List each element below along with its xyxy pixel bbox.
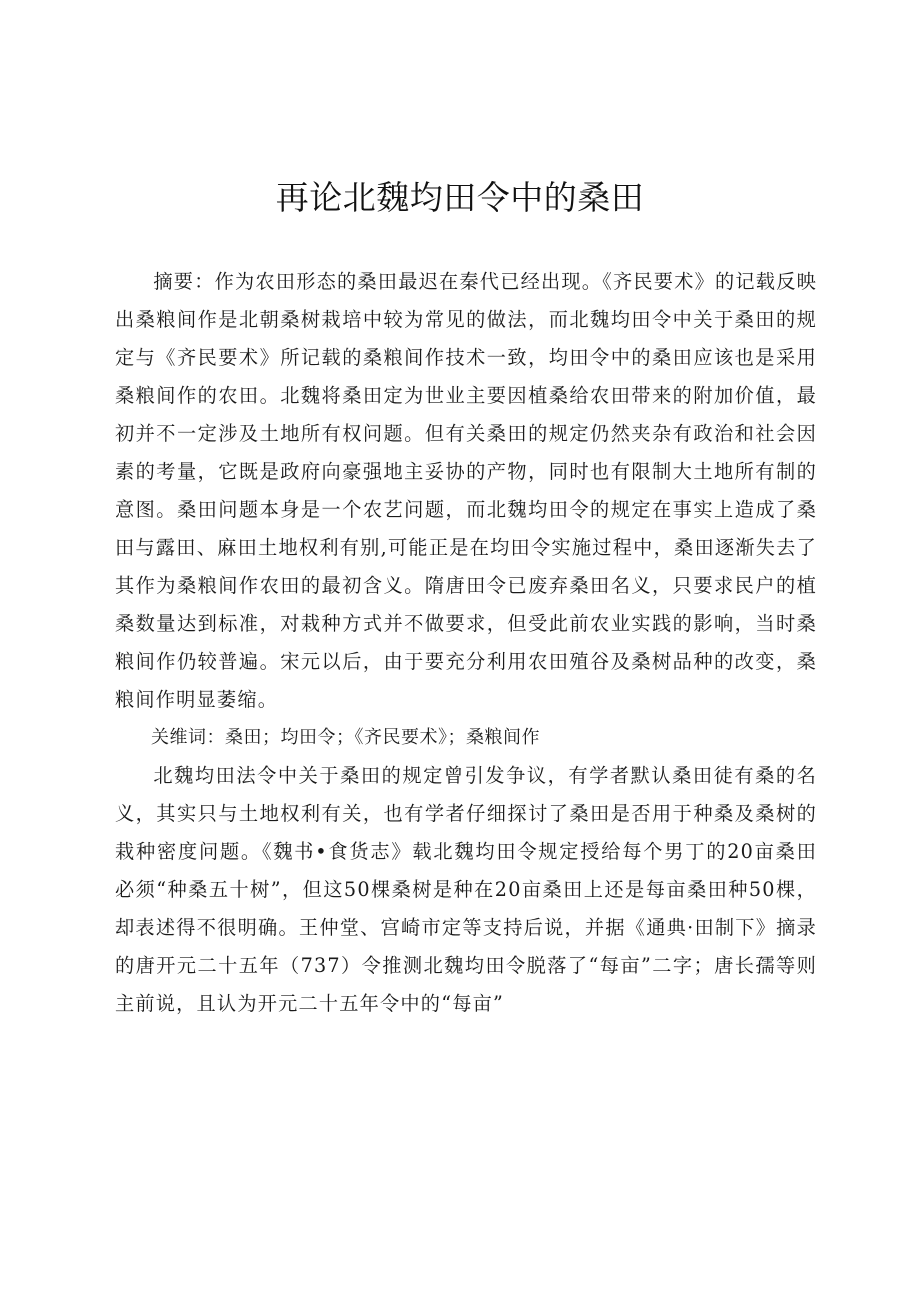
keywords-line: 关维词：桑田；均田令；《齐民要术》；桑粮间作 [151, 727, 540, 748]
body-paragraph: 北魏均田法令中关于桑田的规定曾引发争议，有学者默认桑田徒有桑的名义，其实只与土地权利有关，也有学者仔细探讨了桑田是否用于种桑及桑树的栽种密度问题。《魏书•食货志》载北魏均田令规定授给每个男丁的20亩桑田必须“种桑五十树”，但这50棵桑树是种在20亩桑田上还是每亩桑田种50棵，却表述得不很明确。王仲堂、宫崎市定等支持后说，并据《通典·田制下》摘录的唐开元二十五年（737）令推测北魏均田令脱落了“每亩”二字；唐长孺等则主前说，且认为开元二十五年令中的“每亩” [115, 764, 817, 1015]
abstract-paragraph: 摘要：作为农田形态的桑田最迟在秦代已经出现。《齐民要术》的记载反映出桑粮间作是北朝桑树栽培中较为常见的做法，而北魏均田令中关于桑田的规定与《齐民要术》所记载的桑粮间作技术一致，均田令中的桑田应该也是采用桑粮间作的农田。北魏将桑田定为世业主要因植桑给农田带来的附加价值，最初并不一定涉及土地所有权问题。但有关桑田的规定仍然夹杂有政治和社会因素的考量，它既是政府向豪强地主妥协的产物，同时也有限制大土地所有制的意图。桑田问题本身是一个农艺问题，而北魏均田令的规定在事实上造成了桑田与露田、麻田土地权利有别,可能正是在均田令实施过程中，桑田逐渐失去了其作为桑粮间作农田的最初含义。隋唐田令已废弃桑田名义，只要求民户的植桑数量达到标准，对栽种方式并不做要求，但受此前农业实践的影响，当时桑粮间作仍较普遍。宋元以后，由于要充分利用农田殖谷及桑树品种的改变，桑粮间作明显萎缩。 [115, 270, 817, 711]
document-title: 再论北魏均田令中的桑田 [275, 178, 645, 217]
document-body [115, 263, 817, 1023]
